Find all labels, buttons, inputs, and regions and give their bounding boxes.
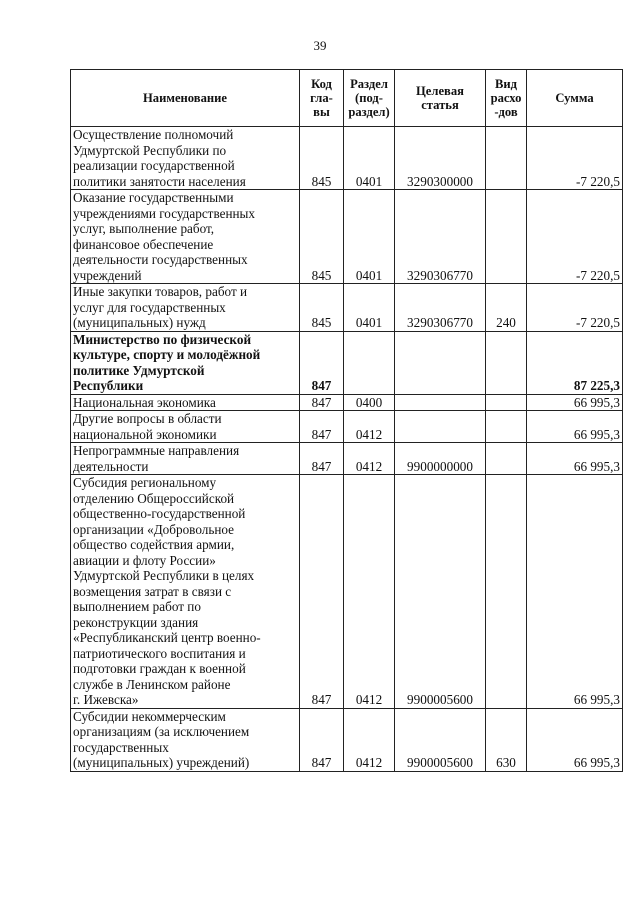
cell-name: Оказание государственными учреждениями государственных услуг, выполнение работ, финансовое обеспечение деятельности государственных учреждений xyxy=(71,190,300,284)
table-row xyxy=(71,411,623,443)
cell-code: 847 xyxy=(300,475,344,709)
cell-amount: -7 220,5 xyxy=(527,127,623,190)
cell-amount: 87 225,3 xyxy=(527,331,623,394)
table-row xyxy=(71,190,623,284)
cell-amount: -7 220,5 xyxy=(527,284,623,332)
cell-target: 3290300000 xyxy=(395,127,486,190)
cell-amount: 66 995,3 xyxy=(527,708,623,771)
cell-section: 0400 xyxy=(344,394,395,411)
cell-code: 847 xyxy=(300,411,344,443)
header-section: Раздел (под- раздел) xyxy=(344,70,395,127)
cell-amount: 66 995,3 xyxy=(527,475,623,709)
cell-section: 0401 xyxy=(344,127,395,190)
cell-target: 3290306770 xyxy=(395,284,486,332)
cell-code: 847 xyxy=(300,443,344,475)
table-row xyxy=(71,475,623,709)
cell-type xyxy=(486,127,527,190)
cell-amount: 66 995,3 xyxy=(527,394,623,411)
cell-amount: 66 995,3 xyxy=(527,411,623,443)
cell-section: 0412 xyxy=(344,475,395,709)
header-code: Код гла- вы xyxy=(300,70,344,127)
cell-name: Непрограммные направления деятельности xyxy=(71,443,300,475)
header-name: Наименование xyxy=(71,70,300,127)
cell-target: 9900005600 xyxy=(395,708,486,771)
table-row xyxy=(71,284,623,332)
cell-name: Субсидия региональному отделению Общероссийской общественно-государственной организации «Добровольное общество содействия армии, авиации и флоту России» Удмуртской Республики в целях возмещения затрат в связи с выполнением работ по реконструкции здания «Республиканский центр военно- патриотического воспитания и подготовки граждан к военной службе в Ленинском районе г. Ижевска» xyxy=(71,475,300,709)
cell-target: 9900000000 xyxy=(395,443,486,475)
cell-code: 847 xyxy=(300,331,344,394)
header-target: Целевая статья xyxy=(395,70,486,127)
cell-name: Министерство по физической культуре, спорту и молодёжной политике Удмуртской Республики xyxy=(71,331,300,394)
cell-type xyxy=(486,394,527,411)
cell-target: 9900005600 xyxy=(395,475,486,709)
table-row xyxy=(71,127,623,190)
table-row xyxy=(71,394,623,411)
cell-type xyxy=(486,443,527,475)
header-type: Вид расхо -дов xyxy=(486,70,527,127)
cell-target xyxy=(395,394,486,411)
table-row xyxy=(71,443,623,475)
cell-type: 240 xyxy=(486,284,527,332)
page-number: 39 xyxy=(313,38,327,53)
table-body xyxy=(71,127,623,772)
cell-name: Иные закупки товаров, работ и услуг для государственных (муниципальных) нужд xyxy=(71,284,300,332)
cell-code: 847 xyxy=(300,394,344,411)
cell-target: 3290306770 xyxy=(395,190,486,284)
cell-type xyxy=(486,475,527,709)
cell-section: 0401 xyxy=(344,284,395,332)
cell-name: Субсидии некоммерческим организациям (за исключением государственных (муниципальных) учреждений) xyxy=(71,708,300,771)
cell-section: 0412 xyxy=(344,443,395,475)
cell-code: 845 xyxy=(300,190,344,284)
cell-section: 0401 xyxy=(344,190,395,284)
cell-code: 845 xyxy=(300,284,344,332)
cell-amount: -7 220,5 xyxy=(527,190,623,284)
cell-type xyxy=(486,190,527,284)
cell-section: 0412 xyxy=(344,411,395,443)
table-header-row xyxy=(71,70,623,127)
cell-target xyxy=(395,331,486,394)
cell-type xyxy=(486,331,527,394)
cell-section: 0412 xyxy=(344,708,395,771)
header-amount: Сумма xyxy=(527,70,623,127)
cell-target xyxy=(395,411,486,443)
table-row xyxy=(71,331,623,394)
cell-section xyxy=(344,331,395,394)
table-row xyxy=(71,708,623,771)
cell-amount: 66 995,3 xyxy=(527,443,623,475)
cell-code: 845 xyxy=(300,127,344,190)
cell-type: 630 xyxy=(486,708,527,771)
cell-name: Национальная экономика xyxy=(71,394,300,411)
cell-name: Другие вопросы в области национальной экономики xyxy=(71,411,300,443)
budget-table xyxy=(70,69,623,772)
cell-name: Осуществление полномочий Удмуртской Республики по реализации государственной политики занятости населения xyxy=(71,127,300,190)
cell-code: 847 xyxy=(300,708,344,771)
cell-type xyxy=(486,411,527,443)
